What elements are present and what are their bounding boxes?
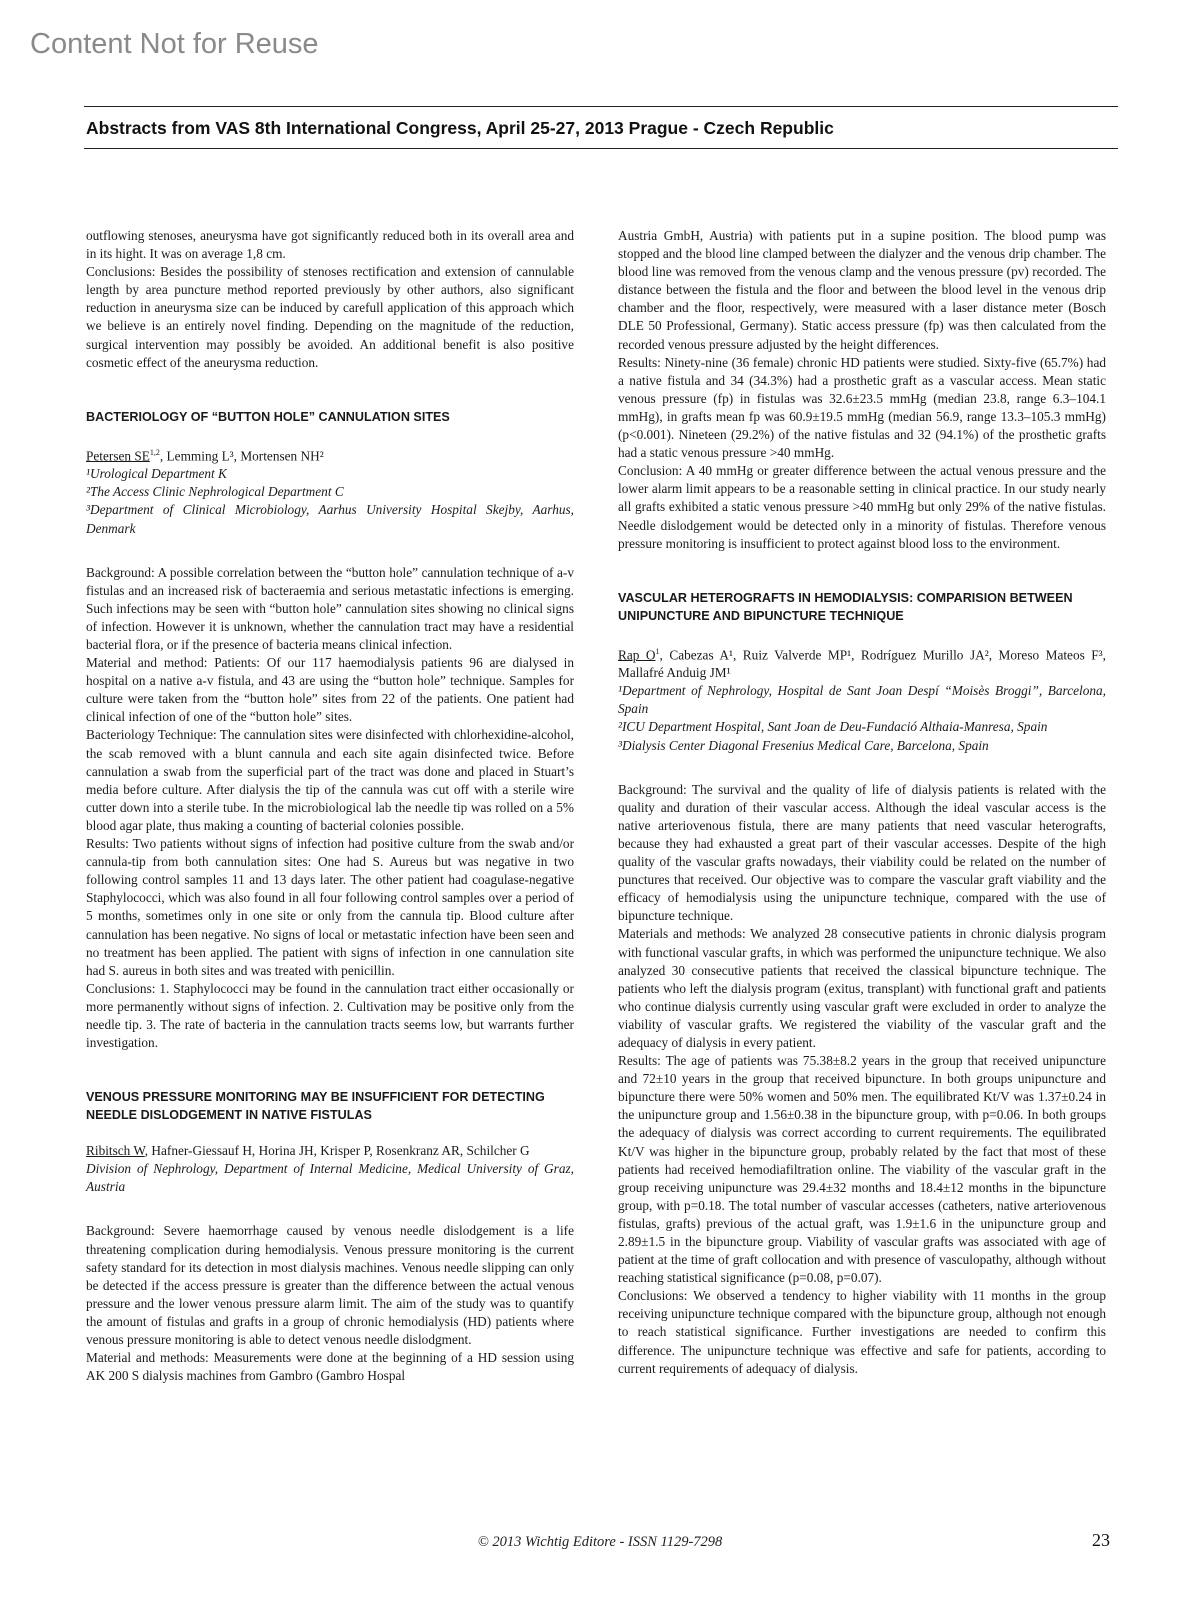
- presenting-author: Petersen SE: [86, 448, 150, 464]
- continued-results: Results: Ninety-nine (36 female) chronic HD patients were studied. Sixty-five (65.7%) had a native fistula and 34 (34.3%) had a prosthetic graft as a vascular access. Mean static venous pressure (fp) in fistulas was 32.6±23.5 mmHg (median 23.8, range 6.3–104.1 mmHg), in grafts mean fp was 60.9±19.5 mmHg (median 56.9, range 13.3–105.3 mmHg) (p<0.001). Nineteen (29.2%) of the native fistulas and 32 (94.1%) of the prosthetic grafts had a static venous pressure >40 mmHg.: [618, 354, 1106, 461]
- abstract-title: VENOUS PRESSURE MONITORING MAY BE INSUFFICIENT FOR DETECTING NEEDLE DISLODGEMENT IN NATIVE FISTULAS: [86, 1090, 545, 1123]
- right-column: [618, 227, 1106, 1378]
- abstract-methods: Material and method: Patients: Of our 117 haemodialysis patients 96 are dialysed in hospital on a native a-v fistula, and 43 are using the “button hole” technique. Samples for culture were taken from the “button hole” sites from 22 of the patients. One patient had clinical infection of one of the “button hole” sites.: [86, 655, 574, 725]
- author-list: [86, 1142, 574, 1160]
- abstract-methods: Material and methods: Measurements were done at the beginning of a HD session using AK 200 S dialysis machines from Gambro (Gambro Hospal: [86, 1350, 574, 1384]
- author-list: [86, 444, 574, 466]
- affiliation: Division of Nephrology, Department of Internal Medicine, Medical University of Graz, Austria: [86, 1161, 574, 1195]
- continued-paragraph: outflowing stenoses, aneurysma have got significantly reduced both in its overall area and in its hight. It was on average 1,8 cm.: [86, 228, 574, 262]
- abstract-background: Background: The survival and the quality of life of dialysis patients is related with the quality and duration of their vascular access. Although the ideal vascular access is the native arteriovenous fistula, there are many patients that need vascular heterografts, because they had exhausted a great part of their vascular accesses. Despite of the high quality of the vascular grafts nowadays, their viability could be related on the number of punctures that received. Our objective was to compare the vascular graft viability and the efficacy of hemodialysis using the unipuncture technique, compared with the use of bipuncture technique.: [618, 781, 1106, 924]
- abstract-background: Background: A possible correlation between the “button hole” cannulation technique of a-v fistulas and an increased risk of bacteraemia and serious metastatic infections is emerging. Such infections may be seen with “button hole” cannulation sites showing no clinical signs of infection. However it is unknown, whether the cannulation tract may have a residential bacterial flora, or if the presence of bacteria means clinical infection.: [86, 564, 574, 653]
- abstract-technique: Bacteriology Technique: The cannulation sites were disinfected with chlorhexidine-alcohol, the scab removed with a blunt cannula and each site again disinfected twice. Before cannulation a swab from the superficial part of the tract was done and placed in Stuart’s media before culture. After dialysis the tip of the cannula was cut off with a sterile wire cutter down into a sterile tube. In the microbiological lab the needle tip was rolled on a 5% blood agar plate, thus making a counting of bacterial colonies possible.: [86, 727, 574, 833]
- header-rule-bottom: [84, 148, 1118, 149]
- abstract-results: Results: Two patients without signs of infection had positive culture from the swab and/or cannula-tip from both cannulation sites: One had S. Aureus but was negative in two following control samples 11 and 13 days later. The other patient had coagulase-negative Staphylococci, which was also found in all four following control samples over a period of 5 months, sometimes only in one site or only from the cannula tip. Blood culture after cannulation has been negative. No signs of local or metastatic infection have been seen and no treatment has been applied. The patient with signs of infection in one cannulation site had S. aureus in both sites and was treated with penicillin.: [86, 836, 574, 978]
- affiliation: ¹Urological Department K: [86, 466, 227, 482]
- abstract-conclusions: Conclusions: 1. Staphylococci may be found in the cannulation tract either occasionally or more permanently without signs of infection. 2. Cultivation may be positive only from the needle tip. 3. The rate of bacteria in the cannulation tracts seems low, but warrants further investigation.: [86, 980, 574, 1051]
- abstract-title: VASCULAR HETEROGRAFTS IN HEMODIALYSIS: COMPARISION BETWEEN UNIPUNCTURE AND BIPUNCTURE TECHNIQUE: [618, 590, 1073, 623]
- continued-methods: Austria GmbH, Austria) with patients put in a supine position. The blood pump was stopped and the blood line clamped between the dialyzer and the venous drip chamber. The blood line was removed from the venous clamp and the venous pressure (pv) recorded. The distance between the fistula and the floor and between the blood level in the venous drip chamber and the floor, respectively, were measured with a laser distance meter (Bosch DLE 50 Professional, Germany). Static access pressure (fp) was then calculated from the recorded venous pressure adjusted by the height differences.: [618, 228, 1106, 352]
- continued-conclusion: Conclusion: A 40 mmHg or greater difference between the actual venous pressure and the lower alarm limit appears to be a reasonable setting in clinical practice. In our study nearly all grafts exhibited a static venous pressure >40 mmHg but only 29% of the native fistulas. Needle dislodgement would be detected only in a minority of fistulas. Therefore venous pressure monitoring is insufficient to protect against blood loss to the environment.: [618, 463, 1106, 551]
- other-authors: , Cabezas A¹, Ruiz Valverde MP¹, Rodríguez Murillo JA², Moreso Mateos F³, Mallafré Anduig JM¹: [618, 647, 1106, 681]
- abstract-conclusions: Conclusions: We observed a tendency to higher viability with 11 months in the group receiving unipuncture technique compared with the bipuncture group, although not enough to reach statistical significance. Further investigations are needed to confirm this difference. The unipuncture technique was effective and safe for patients, according to current requirements of adequacy of dialysis.: [618, 1288, 1106, 1376]
- presenter-affiliation-mark: 1,2: [149, 447, 160, 457]
- footer-copyright: © 2013 Wichtig Editore - ISSN 1129-7298: [477, 1534, 723, 1550]
- abstract-background: Background: Severe haemorrhage caused by venous needle dislodgement is a life threatening complication during hemodialysis. Venous pressure monitoring is the current safety standard for its detection in most dialysis machines. Venous needle slipping can only be detected if the access pressure is greater than the difference between the actual venous pressure and the lower venous pressure alarm limit. The aim of the study was to quantify the amount of fistulas and grafts in a group of chronic hemodialysis (HD) patients where venous pressure monitoring is able to detect venous needle dislodgment.: [86, 1223, 574, 1348]
- affiliation: ³Department of Clinical Microbiology, Aarhus University Hospital Skejby, Aarhus, Denmark: [86, 502, 574, 536]
- affiliation: ²The Access Clinic Nephrological Department C: [86, 484, 344, 500]
- abstract-methods: Materials and methods: We analyzed 28 consecutive patients in chronic dialysis program with functional vascular grafts, in which was performed the unipuncture technique. We also analyzed 30 consecutive patients that received the classical bipuncture technique. The patients who left the dialysis program (exitus, transplant) with functional graft and patients who continue dialysis currently using vascular graft were excluded in order to analyze the viability of vascular grafts. We registered the viability of the vascular graft and the adequacy of dialysis in every patient.: [618, 926, 1106, 1050]
- continued-conclusions: Conclusions: Besides the possibility of stenoses rectification and extension of cannulable length by area puncture method reported previously by other authors, also significant reduction in aneurysma size can be induced by carefull application of this approach which we believe is an entirely novel finding. Depending on the magnitude of the reduction, surgical intervention may possibly be avoided. An additional benefit is also positive cosmetic effect of the aneurysma reduction.: [86, 264, 574, 370]
- watermark-text: Content Not for Reuse: [30, 28, 319, 60]
- presenter-affiliation-mark: 1: [655, 646, 660, 656]
- affiliation: ²ICU Department Hospital, Sant Joan de Deu-Fundació Althaia-Manresa, Spain: [618, 719, 1048, 735]
- presenting-author: Rap O: [618, 647, 656, 663]
- affiliation: ³Dialysis Center Diagonal Fresenius Medical Care, Barcelona, Spain: [618, 737, 989, 753]
- presenting-author: Ribitsch W: [86, 1143, 145, 1159]
- left-column: [86, 227, 574, 1385]
- abstract-results: Results: The age of patients was 75.38±8.2 years in the group that received unipuncture and 72±10 years in the group that received bipuncture. In both groups unipuncture and bipuncture there were 50% women and 50% men. The equilibrated Kt/V was 1.37±0.24 in the unipuncture group and 1.56±0.38 in the bipuncture group, with p=0.06. In both groups the adequacy of dialysis was correct according to current requirements. The equilibrated Kt/V was higher in the bipuncture group, probably related by the fact that most of these patients had received hemodiafiltration online. The viability of the vascular graft in the group receiving unipuncture was 29.4±32 months and 18.4±12 months in the bipuncture group, with p=0.18. The total number of vascular accesses (catheters, native arteriovenous fistulas, grafts) previous of the actual graft, was 1.9±1.6 in the unipuncture group and 2.89±1.5 in the bipuncture group. Viability of vascular grafts was associated with age of patient at the time of graft collocation and with presence of vasculopathy, although without reaching statistical significance (p=0.08, p=0.07).: [618, 1053, 1106, 1286]
- abstract-title: BACTERIOLOGY OF “BUTTON HOLE” CANNULATION SITES: [86, 409, 450, 424]
- author-list: [618, 643, 1106, 683]
- page-number: 23: [1092, 1530, 1110, 1550]
- affiliation: ¹Department of Nephrology, Hospital de Sant Joan Despí “Moisès Broggi”, Barcelona, Spain: [618, 683, 1106, 717]
- header-rule-top: [84, 106, 1118, 107]
- other-authors: , Lemming L³, Mortensen NH²: [159, 448, 324, 464]
- running-header: Abstracts from VAS 8th International Congress, April 25-27, 2013 Prague - Czech Republic: [86, 118, 834, 138]
- other-authors: , Hafner-Giessauf H, Horina JH, Krisper P, Rosenkranz AR, Schilcher G: [144, 1143, 530, 1159]
